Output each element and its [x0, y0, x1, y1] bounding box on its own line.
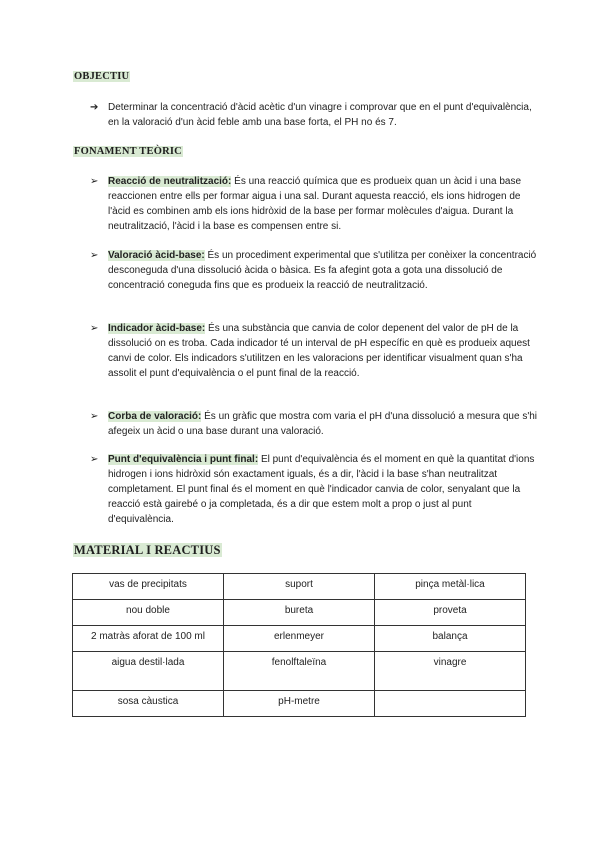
theory-heading: FONAMENT TEÒRIC [74, 146, 182, 157]
arrow-bullet-icon: ➔ [90, 102, 99, 113]
theory-term: Valoració àcid-base: [108, 250, 205, 261]
theory-term: Punt d'equivalència i punt final: [108, 454, 259, 465]
table-cell: pinça metàl·lica [375, 574, 526, 600]
table-row [73, 691, 526, 717]
theory-term: Reacció de neutralització: [108, 176, 232, 187]
materials-heading: MATERIAL I REACTIUS [74, 543, 221, 557]
theory-definition: És una substància que canvia de color depenent del valor de pH de la dissolució on es troba. Cada indicador té un interval de pH específic en què es produeix aquest canvi de color. Els indicadors s'utilitzen en les valoracions per identificar visualment quan s'ha assolit el punt d'equivalència o el punt final de la reacció. [108, 323, 530, 379]
objective-item [90, 100, 538, 130]
theory-item-indicator [90, 321, 538, 381]
theory-definition: El punt d'equivalència és el moment en què la quantitat d'ions hidrogen i ions hidròxid són exactament iguals, és a dir, l'àcid i la base s'han neutralitzat completament. El punt final és el moment en què l'indicador canvia de color, senyalant que la reacció està gairebé o ja completada, és a dir que estem molt a prop o just al punt d'equivalència. [108, 454, 535, 525]
theory-item-curve [90, 409, 538, 439]
table-row [73, 600, 526, 626]
arrowhead-bullet-icon: ➢ [90, 454, 99, 465]
table-cell: proveta [375, 600, 526, 626]
theory-item-neutralization [90, 174, 538, 234]
table-cell: vinagre [375, 652, 526, 691]
theory-term: Corba de valoració: [108, 411, 202, 422]
theory-item-equivalence [90, 452, 538, 527]
table-row [73, 652, 526, 691]
table-cell: bureta [224, 600, 375, 626]
objective-text: Determinar la concentració d'àcid acètic d'un vinagre i comprovar que en el punt d'equivalència, en la valoració d'un àcid feble amb una base forta, el PH no és 7. [108, 102, 532, 128]
theory-definition: És un procediment experimental que s'utilitza per conèixer la concentració desconeguda d'una dissolució àcida o bàsica. Es fa afegint gota a gota una dissolució de concentració coneguda fins que es produeix la reacció de neutralització. [108, 250, 537, 291]
table-cell: balança [375, 626, 526, 652]
theory-term: Indicador àcid-base: [108, 323, 206, 334]
arrowhead-bullet-icon: ➢ [90, 411, 99, 422]
table-row [73, 574, 526, 600]
table-cell: suport [224, 574, 375, 600]
theory-definition: És un gràfic que mostra com varia el pH d'una dissolució a mesura que s'hi afegeix un àcid o una base durant una valoració. [108, 411, 538, 437]
arrowhead-bullet-icon: ➢ [90, 176, 99, 187]
table-cell: nou doble [73, 600, 224, 626]
theory-definition: És una reacció química que es produeix quan un àcid i una base reaccionen entre ells per formar aigua i una sal. Durant aquesta reacció, els ions hidrogen de l'àcid es combinen amb els ions hidròxid de la base per formar molècules d'aigua. Durant la neutralització, l'àcid i la base es compensen entre si. [108, 176, 522, 232]
table-cell: vas de precipitats [73, 574, 224, 600]
table-cell: sosa càustica [73, 691, 224, 717]
theory-item-titration [90, 248, 538, 293]
materials-table [72, 573, 526, 717]
arrowhead-bullet-icon: ➢ [90, 323, 99, 334]
table-cell: erlenmeyer [224, 626, 375, 652]
table-row [73, 626, 526, 652]
table-cell [375, 691, 526, 717]
table-cell: 2 matràs aforat de 100 ml [73, 626, 224, 652]
table-cell: fenolftaleïna [224, 652, 375, 691]
table-cell: pH-metre [224, 691, 375, 717]
arrowhead-bullet-icon: ➢ [90, 250, 99, 261]
table-cell: aigua destil·lada [73, 652, 224, 691]
objective-heading: OBJECTIU [74, 71, 130, 82]
